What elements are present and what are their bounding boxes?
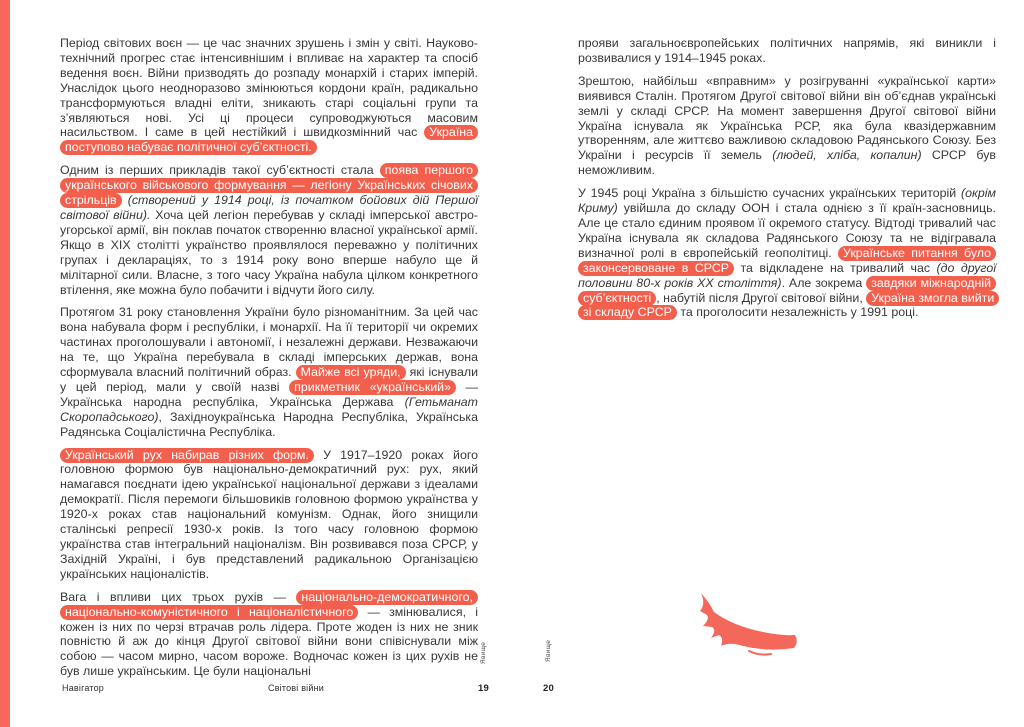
text-run: — змінювалися, і кожен із них по черзі втрачав роль лідера. Проте жоден із них не зник повністю й аж до кінця Другої світової війни вони співіснували між собою — часом мирно, часом вороже. Водночас кожен із цих рухів не був лише українським. Це були національні [60,604,478,679]
text-run: Зрештою, найбільш «вправним» у розігруванні «української карти» виявився Сталін. Протягом Другої світової війни він об’єднав українські землі у складі СРСР. На момент завершення Другої світової війни Україна існувала як Українська РСР, яка була квазідержавним утворенням, але життєво важливою складовою Радянського Союзу. Без України і ресурсів її земель [578,73,996,163]
highlighted-text: завдяки міжнародній суб’єктності [578,276,996,306]
text-run: Протягом 31 року становлення України було різноманітним. За цей час вона набувала форм і республіки, і монархії. На її території чи окремих частинах проголошували і автономії, і незалежні держави. Незважаючи на те, що Україна перебувала в складі імперських держав, вона сформувала власний політичний образ. [60,305,478,380]
cover-edge-strip [0,0,10,727]
text-run: прояви загальноєвропейських політичних напрямів, які виникли і розвивалися у 1914–1945 роках. [578,36,996,65]
text-run: , набутій після Другої світової війни, [656,290,867,305]
left-page-number: 19 [478,683,489,694]
text-run: СРСР був неможливим. [578,148,996,178]
text-run: які існували у цей період, мали у своїй назві [60,365,479,394]
italic-text: (створений у 1914 році, із початком бойових дій Першої світової війни). [60,193,478,222]
paragraph [60,590,478,679]
footer-chapter-title: Світові війни [268,683,324,693]
paragraph [578,36,996,66]
italic-text: (Гетьманат Скоропадського) [60,394,478,424]
highlighted-text: поява першого українського військового формування — легіону Українських січових стрільців [60,163,478,208]
left-margin-section-label: Явище [480,641,487,664]
italic-text: (до другої половини 80-х років ХХ століття) [578,260,996,290]
wing-logo-icon [693,588,805,658]
highlighted-text: Майже всі уряди, [296,365,406,380]
highlighted-text: прикметник «український» [289,380,456,395]
text-run: Хоча цей легіон перебував у складі імперської австро-угорської армії, він поклав початок створенню власної української армії. Якщо в XIX столітті українство проявлялося переважно у політичних групах і деклараціях, то з 1914 року воно вперше набуло ще й мілітарної сили. Власне, з того часу Україна набула цілком конкретного втілення, яке можна було побачити і відчути його силу. [60,207,478,297]
paragraph [60,36,478,155]
highlighted-text: національно-демократичного, національно-комуністичного і націоналістичного [60,590,478,620]
paragraph [578,186,996,320]
text-run: та проголосити незалежність у 1991 році. [676,305,919,320]
highlighted-text: Український рух набирав різних форм. [60,448,314,463]
italic-text: (людей, хліба, копалин) [772,148,922,163]
text-run: увійшла до складу ООН і стала однією з її країн-засновниць. Але це стало єдиним проявом її окремого статусу. Відтоді тривалий час Україна існувала як складова Радянського Союзу та не відігравала визначної ролі в європейській геополітиці. [578,201,996,260]
right-page-text-column [578,36,996,328]
text-run: . Але зокрема [781,275,867,290]
paragraph [60,163,478,297]
text-run: Вага і впливи цих трьох рухів — [60,589,297,604]
text-run: У 1945 році Україна з більшістю сучасних українських територій [578,186,961,201]
text-run: У 1917–1920 роках його головною формою був національно-демократичний рух: рух, який намагався поєднати ідею української національної держави з ідеалами демократії. Після перемоги більшовиків головною формою українства у 1920-х роках став національний комунізм. Однак, його знищили сталінські репресії 1930-х років. Із того часу головною формою українства став інтегральний націоналізм. Він розвивався поза СРСР, у Західній Україні, і був представлений радикальною Організацією українських націоналістів. [60,447,478,581]
left-page-text-column [60,36,478,687]
right-page-number: 20 [543,683,554,694]
text-run: , Західноукраїнська Народна Республіка, Українська Радянська Соціалістична Республіка. [60,409,478,439]
text-run: Період світових воєн — це час значних зрушень і змін у світі. Науково-технічний прогрес стає інтенсивнішим і впливає на характер та спосіб ведення воєн. Війни призводять до розпаду монархій і старих імперій. Унаслідок цього неодноразово змінюються кордони країн, радикально трансформуються владні еліти, зникають старі соціальні групи та з’являються нові. Усі ці процеси супроводжуються масовим насильством. І саме в цей нестійкий і швидкозмінний час [60,36,478,140]
highlighted-text: Україна поступово набуває політичної суб’єктності. [60,125,478,155]
paragraph [578,74,996,178]
highlighted-text: Українське питання було законсервоване в СРСР [578,246,996,276]
right-margin-section-label: Явище [545,639,552,662]
italic-text: (окрім Криму) [578,186,996,216]
text-run: Одним із перших прикладів такої суб’єктності стала [60,163,380,178]
paragraph [60,305,478,439]
paragraph [60,448,478,582]
footer-book-title: Навігатор [62,683,105,693]
highlighted-text: Україна змогла вийти зі складу СРСР [578,291,999,321]
text-run: та відкладене на тривалий час [734,260,937,275]
text-run: — Українська народна республіка, Українська Держава [60,379,479,409]
